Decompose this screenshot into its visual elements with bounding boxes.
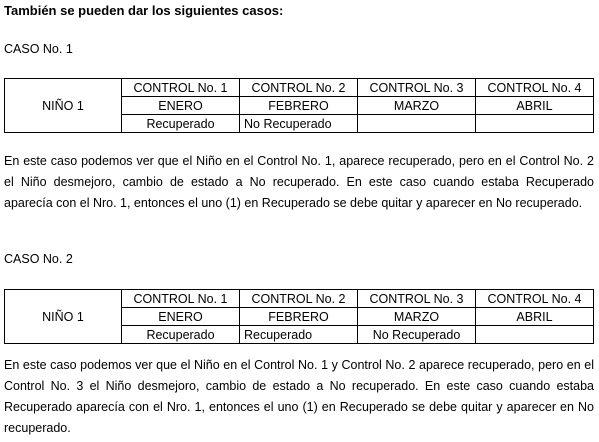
nino-label: NIÑO 1 [5, 79, 122, 133]
case-1-table [4, 78, 594, 133]
header-cell: CONTROL No. 1 [122, 290, 240, 308]
month-cell: ABRIL [476, 97, 594, 115]
case-2-table [4, 289, 594, 344]
status-cell [476, 115, 594, 133]
month-cell: FEBRERO [240, 308, 358, 326]
header-cell: CONTROL No. 2 [240, 79, 358, 97]
header-cell: CONTROL No. 2 [240, 290, 358, 308]
case-2-title: CASO No. 2 [4, 252, 73, 266]
header-cell: CONTROL No. 3 [358, 79, 476, 97]
month-cell: MARZO [358, 97, 476, 115]
header-cell: CONTROL No. 4 [476, 79, 594, 97]
month-cell: ENERO [122, 97, 240, 115]
header-cell: CONTROL No. 4 [476, 290, 594, 308]
status-cell: Recuperado [122, 115, 240, 133]
header-cell: CONTROL No. 1 [122, 79, 240, 97]
status-cell [476, 326, 594, 344]
page-heading: También se pueden dar los siguientes casos: [4, 3, 284, 18]
status-cell: No Recuperado [358, 326, 476, 344]
status-cell [358, 115, 476, 133]
nino-label: NIÑO 1 [5, 290, 122, 344]
case-2-paragraph: En este caso podemos ver que el Niño en el Control No. 1 y Control No. 2 aparece recuperado, pero en el Control No. 3 el Niño desmejoro, cambio de estado a No recuperado. En este caso cuando estaba Recuperado aparecía con el Nro. 1, entonces el uno (1) en Recuperado se debe quitar y aparecer en No recuperado. [4, 358, 594, 435]
status-cell: Recuperado [122, 326, 240, 344]
case-1-paragraph: En este caso podemos ver que el Niño en el Control No. 1, aparece recuperado, pero en el Control No. 2 el Niño desmejoro, cambio de estado a No recuperado. En este caso cuando estaba Recuperado aparecía con el Nro. 1, entonces el uno (1) en Recuperado se debe quitar y aparecer en No recuperado. [4, 154, 594, 210]
table-row [5, 290, 594, 308]
month-cell: MARZO [358, 308, 476, 326]
month-cell: FEBRERO [240, 97, 358, 115]
month-cell: ABRIL [476, 308, 594, 326]
status-cell: Recuperado [240, 326, 358, 344]
case-1-title: CASO No. 1 [4, 42, 73, 56]
header-cell: CONTROL No. 3 [358, 290, 476, 308]
month-cell: ENERO [122, 308, 240, 326]
table-row [5, 79, 594, 97]
status-cell: No Recuperado [240, 115, 358, 133]
